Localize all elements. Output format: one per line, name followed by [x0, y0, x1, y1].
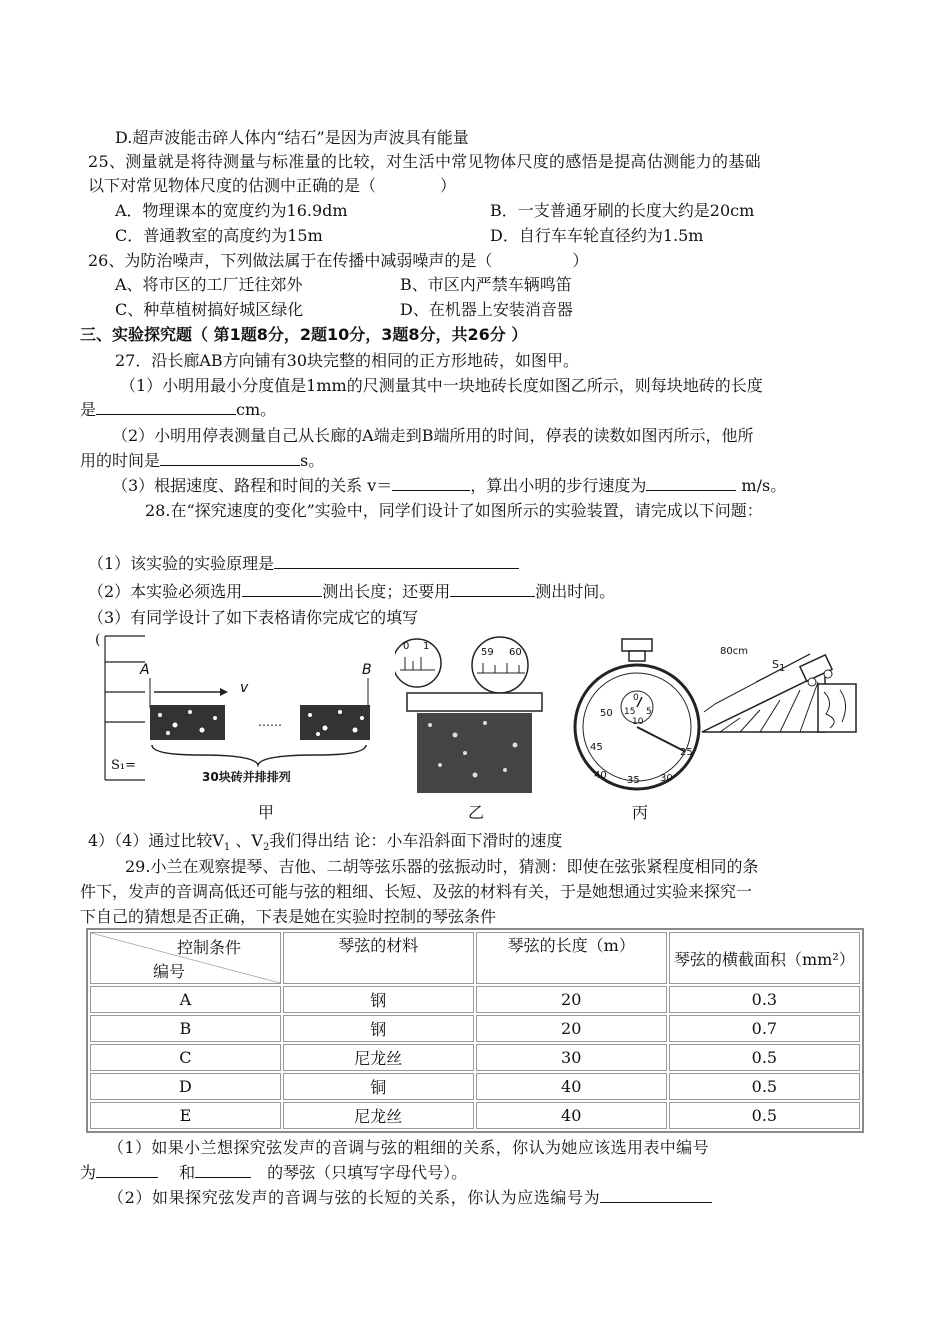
header-control-conditions: 控制条件 [177, 938, 242, 957]
q27-part2-line1: （2）小明用停表测量自己从长廊的A端走到B端所用的时间，停表的读数如图丙所示，他所 [112, 426, 754, 445]
q28-principle-blank[interactable] [274, 553, 519, 569]
header-length: 琴弦的长度（m） [476, 932, 667, 984]
q29-length-ids-blank[interactable] [600, 1187, 712, 1203]
q27-tile-length-blank[interactable] [96, 399, 236, 415]
q25-option-c: C．普通教室的高度约为15m [115, 226, 323, 245]
dial-50: 50 [600, 708, 613, 719]
dial-45: 45 [590, 742, 603, 753]
row-length: 40 [476, 1073, 667, 1100]
q27-time-blank[interactable] [160, 450, 300, 466]
figure-bing-stopwatch [572, 635, 702, 795]
string-conditions-table [86, 928, 864, 1133]
inner-0: 0 [633, 693, 639, 703]
row-material: 钢 [283, 986, 474, 1013]
row-length: 20 [476, 1015, 667, 1042]
header-id: 编号 [153, 962, 186, 981]
figure-jia [140, 660, 380, 790]
label-v: v [240, 680, 249, 696]
row-id: C [90, 1044, 281, 1071]
q26-option-c: C、种草植树搞好城区绿化 [115, 300, 304, 319]
figure-slope [700, 632, 860, 737]
slope-s1-label: $S_1$ [772, 658, 786, 675]
q27-part3: （3）根据速度、路程和时间的关系 v＝ ，算出小明的步行速度为 m/s。 [112, 476, 787, 495]
q29-line2: 件下，发声的音调高低还可能与弦的粗细、长短、及弦的材料有关，于是她想通过实验来探究一 [80, 882, 753, 901]
s1-label: S₁= [111, 758, 137, 773]
table-row [90, 1015, 860, 1042]
row-length: 20 [476, 986, 667, 1013]
q27-formula-blank[interactable] [392, 475, 470, 491]
q25-option-d: D．自行车车轮直径约为1.5m [490, 226, 704, 245]
table-row [90, 1073, 860, 1100]
q27-part1-line2: 是 cm。 [80, 400, 277, 419]
q26-option-a: A、将市区的工厂迁往郊外 [115, 275, 303, 294]
scale-60: 60 [509, 647, 522, 658]
slope-length-label: 80cm [720, 646, 748, 657]
row-material: 钢 [283, 1015, 474, 1042]
q27-stem: 27．沿长廊AB方向铺有30块完整的相同的正方形地砖，如图甲。 [115, 351, 580, 370]
section3-title: 三、实验探究题（ 第1题8分，2题10分，3题8分，共26分 ） [80, 325, 528, 344]
header-diagonal-cell [90, 932, 281, 984]
q25-option-b: B．一支普通牙刷的长度大约是20cm [490, 201, 755, 220]
scale-1: 1 [423, 641, 430, 652]
row-area: 0.3 [669, 986, 860, 1013]
row-material: 铜 [283, 1073, 474, 1100]
table-row [90, 986, 860, 1013]
caption-yi: 乙 [468, 803, 485, 822]
label-a: A [140, 662, 150, 678]
q29-part2: （2）如果探究弦发声的音调与弦的长短的关系，你认为应选编号为 [108, 1187, 712, 1209]
q29-line1: 29.小兰在观察提琴、吉他、二胡等弦乐器的弦振动时，猜测：即使在弦张紧程度相同的条 [125, 857, 759, 876]
q28-part2: （2）本实验必须选用 测出长度；还要用 测出时间。 [88, 582, 616, 601]
row-area: 0.5 [669, 1102, 860, 1129]
q26-option-d: D、在机器上安装消音器 [400, 300, 573, 319]
caption-jia: 甲 [258, 803, 275, 822]
row-id: B [90, 1015, 281, 1042]
row-material: 尼龙丝 [283, 1102, 474, 1129]
row-area: 0.7 [669, 1015, 860, 1042]
q27-speed-blank[interactable] [646, 475, 736, 491]
row-id: A [90, 986, 281, 1013]
row-area: 0.5 [669, 1044, 860, 1071]
q29-id-blank-2[interactable] [195, 1162, 251, 1178]
header-material: 琴弦的材料 [283, 932, 474, 984]
table-row [90, 1102, 860, 1129]
dots: …… [258, 715, 282, 729]
q28-time-tool-blank[interactable] [450, 581, 535, 597]
dial-40: 40 [594, 770, 607, 781]
q26-stem: 26、为防治噪声，下列做法属于在传播中减弱噪声的是（ ） [88, 251, 589, 270]
inner-10: 10 [632, 717, 644, 727]
caption-bing: 丙 [632, 803, 649, 822]
row-length: 30 [476, 1044, 667, 1071]
tiles-note: 30块砖并排排列 [202, 770, 291, 784]
scale-59: 59 [481, 647, 494, 658]
q29-line3: 下自己的猜想是否正确，下表是她在实验时控制的琴弦条件 [80, 907, 497, 926]
q27-part2-line2: 用的时间是 s。 [80, 451, 325, 470]
row-area: 0.5 [669, 1073, 860, 1100]
q25-stem-line1: 25、测量就是将待测量与标准量的比较，对生活中常见物体尺度的感悟是提高估测能力的基础 [88, 152, 761, 171]
dial-35: 35 [627, 775, 640, 786]
table-row [90, 1044, 860, 1071]
inner-5: 5 [646, 707, 652, 717]
q29-part1-line2: 为 和 的琴弦（只填写字母代号）。 [80, 1163, 468, 1182]
q28-part4: 4）（4）通过比较$V_1$ 、$V_2$我们得出结 论：小车沿斜面下滑时的速度 [88, 831, 563, 854]
q25-stem-line2: 以下对常见物体尺度的估测中正确的是（ ） [88, 176, 457, 195]
label-b: B [362, 662, 372, 678]
row-id: D [90, 1073, 281, 1100]
dial-30: 30 [660, 773, 673, 784]
q29-part1-line1: （1）如果小兰想探究弦发声的音调与弦的粗细的关系，你认为她应该选用表中编号 [108, 1138, 709, 1157]
q28-part3: （3）有同学设计了如下表格请你完成它的填写 [88, 608, 419, 627]
q28-length-tool-blank[interactable] [242, 581, 322, 597]
row-length: 40 [476, 1102, 667, 1129]
q28-part1: （1）该实验的实验原理是 [88, 553, 519, 575]
q24-option-d: D.超声波能击碎人体内“结石”是因为声波具有能量 [115, 128, 469, 147]
inner-15: 15 [624, 707, 636, 717]
paren: ( [95, 632, 101, 648]
header-area: 琴弦的横截面积（mm²） [669, 932, 860, 984]
row-material: 尼龙丝 [283, 1044, 474, 1071]
figure-yi [395, 635, 550, 795]
row-id: E [90, 1102, 281, 1129]
q26-option-b: B、市区内严禁车辆鸣笛 [400, 275, 572, 294]
table-header-row [90, 932, 860, 984]
q29-id-blank-1[interactable] [96, 1162, 158, 1178]
q27-part1-line1: （1）小明用最小分度值是1mm的尺测量其中一块地砖长度如图乙所示，则每块地砖的长度 [120, 376, 763, 395]
q28-stem: 28.在“探究速度的变化”实验中，同学们设计了如图所示的实验装置，请完成以下问题： [145, 501, 763, 520]
scale-0: 0 [403, 641, 410, 652]
dial-25: 25 [680, 747, 693, 758]
q25-option-a: A．物理课本的宽度约为16.9dm [115, 201, 348, 220]
